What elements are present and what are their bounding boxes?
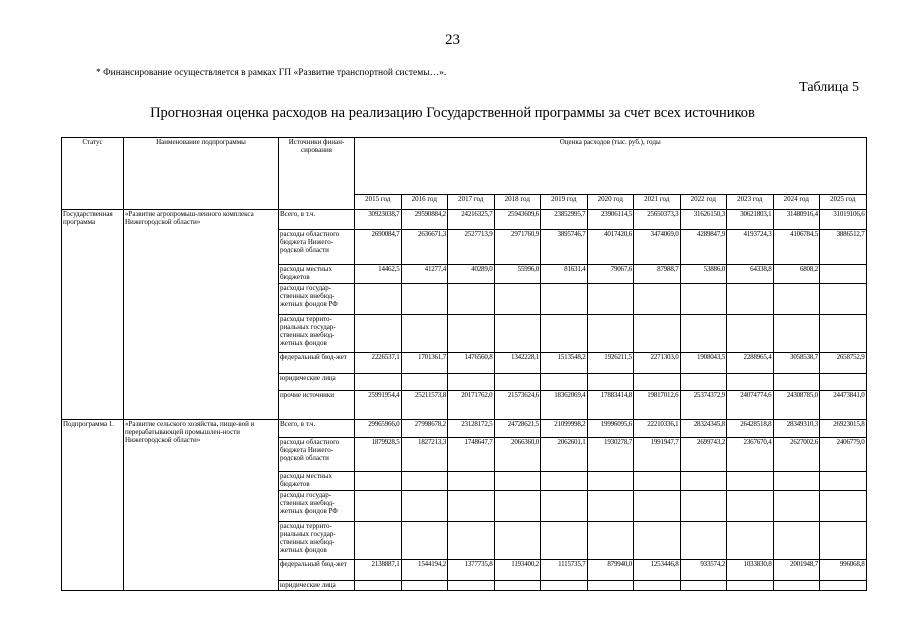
amount-cell: 24473841,0	[820, 391, 867, 420]
amount-cell	[587, 522, 634, 560]
amount-cell	[401, 315, 448, 353]
amount-cell: 4289847,9	[680, 230, 727, 265]
subprogram-name-cell: «Развитие агропромыш-ленного комплекса Нижегородской области»	[124, 210, 279, 420]
amount-cell: 2138887,1	[355, 560, 402, 581]
funding-source-cell: юридические лица	[279, 374, 355, 391]
amount-cell	[680, 581, 727, 591]
amount-cell	[401, 581, 448, 591]
document-title: Прогнозная оценка расходов на реализацию Государственной программы за счет всех источников	[150, 105, 755, 121]
amount-cell	[820, 491, 867, 522]
amount-cell: 17883414,8	[587, 391, 634, 420]
estimate-header: Оценка расходов (тыс. руб.), годы	[355, 138, 867, 195]
amount-cell: 3886512,7	[820, 230, 867, 265]
amount-cell	[773, 284, 820, 315]
amount-cell: 23852995,7	[541, 210, 588, 230]
funding-source-cell: расходы террито-риальных государ-ственных внебюд-жетных фондов	[279, 522, 355, 560]
amount-cell	[541, 522, 588, 560]
amount-cell	[587, 491, 634, 522]
amount-cell	[820, 374, 867, 391]
amount-cell: 1926211,5	[587, 353, 634, 374]
subprogram-name-cell: «Развитие сельского хозяйства, пище-вой и перерабатывающей промышлен-ности Нижегородской области»	[124, 420, 279, 591]
amount-cell	[494, 374, 541, 391]
amount-cell: 25991954,4	[355, 391, 402, 420]
funding-source-cell: расходы местных бюджетов	[279, 472, 355, 491]
year-header: 2025 год	[820, 195, 867, 210]
year-header: 2017 год	[448, 195, 495, 210]
amount-cell	[355, 491, 402, 522]
amount-cell: 53886,0	[680, 265, 727, 284]
funding-source-cell: расходы террито-риальных государ-ственных внебюд-жетных фондов	[279, 315, 355, 353]
amount-cell: 996068,8	[820, 560, 867, 581]
amount-cell: 24728621,5	[494, 420, 541, 438]
amount-cell	[727, 315, 774, 353]
table-label: Таблица 5	[799, 80, 859, 95]
amount-cell: 2658752,9	[820, 353, 867, 374]
amount-cell	[773, 472, 820, 491]
amount-cell	[727, 581, 774, 591]
amount-cell: 1701361,7	[401, 353, 448, 374]
amount-cell: 25943609,6	[494, 210, 541, 230]
header-row	[62, 138, 867, 195]
table-body	[62, 138, 867, 591]
year-header: 2021 год	[634, 195, 681, 210]
amount-cell	[401, 522, 448, 560]
funding-source-cell: федеральный бюд-жет	[279, 353, 355, 374]
amount-cell: 79067,6	[587, 265, 634, 284]
amount-cell: 31019106,6	[820, 210, 867, 230]
amount-cell: 25211573,8	[401, 391, 448, 420]
amount-cell: 3895746,7	[541, 230, 588, 265]
year-header: 2018 год	[494, 195, 541, 210]
expenses-table	[61, 137, 867, 591]
amount-cell: 2690084,7	[355, 230, 402, 265]
amount-cell	[587, 581, 634, 591]
year-header: 2019 год	[541, 195, 588, 210]
amount-cell	[820, 472, 867, 491]
amount-cell	[494, 581, 541, 591]
amount-cell: 1342228,1	[494, 353, 541, 374]
funding-source-cell: расходы местных бюджетов	[279, 265, 355, 284]
amount-cell	[401, 491, 448, 522]
amount-cell	[820, 581, 867, 591]
year-header: 2022 год	[680, 195, 727, 210]
amount-cell: 2288965,4	[727, 353, 774, 374]
amount-cell: 1377735,8	[448, 560, 495, 581]
amount-cell: 26923015,8	[820, 420, 867, 438]
year-header: 2016 год	[401, 195, 448, 210]
amount-cell: 933574,2	[680, 560, 727, 581]
amount-cell	[355, 374, 402, 391]
amount-cell: 64338,8	[727, 265, 774, 284]
amount-cell	[401, 374, 448, 391]
amount-cell	[541, 284, 588, 315]
amount-cell	[680, 491, 727, 522]
amount-cell	[355, 284, 402, 315]
amount-cell: 21099998,2	[541, 420, 588, 438]
amount-cell	[541, 472, 588, 491]
amount-cell	[355, 581, 402, 591]
amount-cell	[494, 315, 541, 353]
amount-cell: 1033830,8	[727, 560, 774, 581]
amount-cell	[820, 284, 867, 315]
name-header: Наименование подпрограммы	[124, 138, 279, 210]
amount-cell: 2367670,4	[727, 438, 774, 472]
year-header: 2015 год	[355, 195, 402, 210]
amount-cell	[448, 472, 495, 491]
amount-cell	[541, 315, 588, 353]
amount-cell: 29965966,0	[355, 420, 402, 438]
amount-cell: 26428518,8	[727, 420, 774, 438]
amount-cell: 879940,0	[587, 560, 634, 581]
amount-cell: 27998678,2	[401, 420, 448, 438]
funding-source-cell: Всего, в т.ч.	[279, 210, 355, 230]
amount-cell	[448, 581, 495, 591]
amount-cell	[587, 374, 634, 391]
amount-cell	[820, 315, 867, 353]
year-header: 2024 год	[773, 195, 820, 210]
status-cell: Государственная программа	[62, 210, 124, 420]
amount-cell: 2627002,6	[773, 438, 820, 472]
amount-cell	[634, 522, 681, 560]
amount-cell: 28324345,8	[680, 420, 727, 438]
amount-cell: 22210336,1	[634, 420, 681, 438]
amount-cell	[448, 522, 495, 560]
amount-cell: 28349310,3	[773, 420, 820, 438]
funding-source-cell: прочие источники	[279, 391, 355, 420]
funding-source-cell: федеральный бюд-жет	[279, 560, 355, 581]
amount-cell: 2062601,1	[541, 438, 588, 472]
amount-cell: 1930278,7	[587, 438, 634, 472]
amount-cell: 24074774,6	[727, 391, 774, 420]
amount-cell: 25374372,9	[680, 391, 727, 420]
amount-cell	[355, 522, 402, 560]
amount-cell: 18362069,4	[541, 391, 588, 420]
amount-cell: 2066360,0	[494, 438, 541, 472]
amount-cell	[494, 491, 541, 522]
amount-cell	[727, 491, 774, 522]
amount-cell	[820, 265, 867, 284]
amount-cell	[773, 491, 820, 522]
amount-cell: 1115735,7	[541, 560, 588, 581]
amount-cell	[727, 374, 774, 391]
amount-cell	[634, 491, 681, 522]
amount-cell: 2699743,2	[680, 438, 727, 472]
amount-cell	[541, 491, 588, 522]
amount-cell: 1253446,8	[634, 560, 681, 581]
amount-cell: 20171762,0	[448, 391, 495, 420]
amount-cell: 31480916,4	[773, 210, 820, 230]
amount-cell	[680, 374, 727, 391]
amount-cell: 41277,4	[401, 265, 448, 284]
amount-cell	[820, 522, 867, 560]
year-header: 2020 год	[587, 195, 634, 210]
amount-cell	[587, 315, 634, 353]
amount-cell	[541, 581, 588, 591]
amount-cell: 23128172,5	[448, 420, 495, 438]
table-row	[62, 210, 867, 230]
amount-cell	[355, 472, 402, 491]
amount-cell: 3474069,0	[634, 230, 681, 265]
amount-cell	[448, 491, 495, 522]
table-row	[62, 420, 867, 438]
amount-cell	[634, 472, 681, 491]
amount-cell: 30923038,7	[355, 210, 402, 230]
source-header: Источники финан-сирования	[279, 138, 355, 210]
amount-cell	[587, 284, 634, 315]
amount-cell: 30621803,1	[727, 210, 774, 230]
amount-cell: 6808,2	[773, 265, 820, 284]
funding-source-cell: Всего, в т.ч.	[279, 420, 355, 438]
amount-cell	[448, 315, 495, 353]
funding-source-cell: расходы государ-ственных внебюд-жетных фондов РФ	[279, 284, 355, 315]
amount-cell: 14462,5	[355, 265, 402, 284]
amount-cell	[680, 284, 727, 315]
amount-cell: 2226537,1	[355, 353, 402, 374]
funding-source-cell: юридические лица	[279, 581, 355, 591]
amount-cell: 1748647,7	[448, 438, 495, 472]
amount-cell	[448, 374, 495, 391]
amount-cell	[634, 374, 681, 391]
amount-cell	[773, 522, 820, 560]
amount-cell: 1193400,2	[494, 560, 541, 581]
amount-cell	[680, 315, 727, 353]
amount-cell	[401, 284, 448, 315]
amount-cell: 1513548,2	[541, 353, 588, 374]
amount-cell: 2971760,9	[494, 230, 541, 265]
amount-cell	[727, 472, 774, 491]
amount-cell: 1827213,3	[401, 438, 448, 472]
amount-cell: 4017420,6	[587, 230, 634, 265]
amount-cell	[494, 522, 541, 560]
amount-cell	[494, 284, 541, 315]
amount-cell: 23906114,5	[587, 210, 634, 230]
amount-cell: 19817012,6	[634, 391, 681, 420]
amount-cell	[680, 522, 727, 560]
amount-cell: 81631,4	[541, 265, 588, 284]
amount-cell	[680, 472, 727, 491]
amount-cell	[494, 472, 541, 491]
amount-cell: 4106784,5	[773, 230, 820, 265]
year-header: 2023 год	[727, 195, 774, 210]
amount-cell	[587, 472, 634, 491]
amount-cell: 2636671,3	[401, 230, 448, 265]
amount-cell: 3058538,7	[773, 353, 820, 374]
amount-cell	[401, 472, 448, 491]
amount-cell: 2271303,0	[634, 353, 681, 374]
amount-cell	[634, 581, 681, 591]
amount-cell: 1544194,2	[401, 560, 448, 581]
funding-source-cell: расходы областного бюджета Нижего-родской области	[279, 230, 355, 265]
amount-cell: 21573624,6	[494, 391, 541, 420]
amount-cell: 1476560,8	[448, 353, 495, 374]
amount-cell	[541, 374, 588, 391]
amount-cell: 19996095,6	[587, 420, 634, 438]
amount-cell	[773, 315, 820, 353]
amount-cell	[773, 374, 820, 391]
amount-cell: 25650373,3	[634, 210, 681, 230]
amount-cell	[355, 315, 402, 353]
amount-cell: 24308785,0	[773, 391, 820, 420]
funding-source-cell: расходы областного бюджета Нижего-родской области	[279, 438, 355, 472]
amount-cell	[634, 284, 681, 315]
amount-cell: 1879928,5	[355, 438, 402, 472]
amount-cell: 24216325,7	[448, 210, 495, 230]
amount-cell: 55996,0	[494, 265, 541, 284]
amount-cell: 40289,0	[448, 265, 495, 284]
footnote: * Финансирование осуществляется в рамках ГП «Развитие транспортной системы…».	[96, 68, 447, 78]
amount-cell: 1991947,7	[634, 438, 681, 472]
status-cell: Подпрограмма 1.	[62, 420, 124, 591]
amount-cell	[448, 284, 495, 315]
amount-cell	[727, 522, 774, 560]
amount-cell: 29590884,2	[401, 210, 448, 230]
status-header: Статус	[62, 138, 124, 210]
amount-cell: 1908043,5	[680, 353, 727, 374]
amount-cell	[727, 284, 774, 315]
amount-cell: 2406779,0	[820, 438, 867, 472]
funding-source-cell: расходы государ-ственных внебюд-жетных фондов РФ	[279, 491, 355, 522]
amount-cell	[634, 315, 681, 353]
amount-cell: 31626150,3	[680, 210, 727, 230]
amount-cell: 4193724,3	[727, 230, 774, 265]
amount-cell: 2527713,9	[448, 230, 495, 265]
amount-cell: 87988,7	[634, 265, 681, 284]
amount-cell	[773, 581, 820, 591]
page-number: 23	[445, 32, 460, 48]
amount-cell: 2001948,7	[773, 560, 820, 581]
